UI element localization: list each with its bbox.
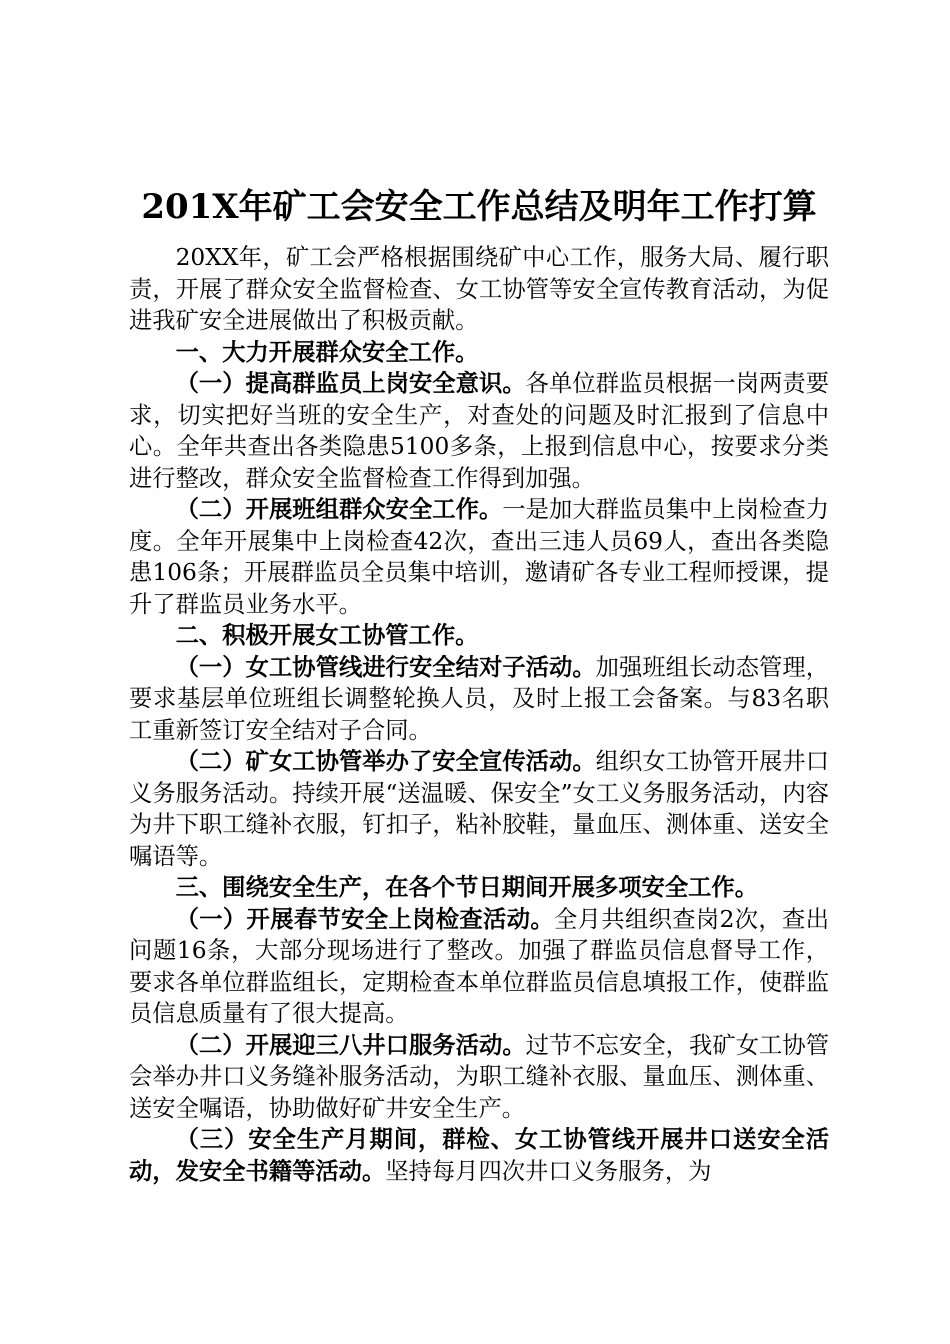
section-1-item-2-body: 一是加大群监员集中上岗检查力度。全年开展集中上岗检查42次，查出三违人员69人，查出各类隐患106条；开展群监员全员集中培训，邀请矿各专业工程师授课，提升了群监员业务水平。 bbox=[129, 496, 830, 618]
document-title: 201X年矿工会安全工作总结及明年工作打算 bbox=[141, 187, 817, 227]
section-3-heading: 三、围绕安全生产，在各个节日期间开展多项安全工作。 bbox=[175, 874, 759, 901]
document-page bbox=[129, 182, 829, 1187]
section-1-item-1-body: 各单位群监员根据一岗两责要求，切实把好当班的安全生产，对查处的问题及时汇报到了信息中心。全年共查出各类隐患5100多条，上报到信息中心，按要求分类进行整改，群众安全监督检查工作得到加强。 bbox=[129, 370, 830, 492]
section-3-item-1 bbox=[129, 904, 829, 1030]
section-2-item-1 bbox=[129, 652, 829, 747]
intro-paragraph: 20XX年，矿工会严格根据围绕矿中心工作，服务大局、履行职责，开展了群众安全监督检查、女工协管等安全宣传教育活动，为促进我矿安全进展做出了积极贡献。 bbox=[129, 244, 829, 334]
section-3-item-3 bbox=[129, 1124, 829, 1187]
section-2-item-2-lead: （二）矿女工协管举办了安全宣传活动。 bbox=[175, 748, 596, 775]
section-3-item-3-body: 坚持每月四次井口义务服务，为 bbox=[385, 1157, 712, 1185]
section-3-item-1-lead: （一）开展春节安全上岗检查活动。 bbox=[175, 905, 555, 933]
section-1-item-2 bbox=[129, 494, 829, 620]
section-2-item-2 bbox=[129, 746, 829, 872]
section-1-item-1-lead: （一）提高群监员上岗安全意识。 bbox=[175, 370, 526, 397]
section-3-item-2-body: 过节不忘安全，我矿女工协管会举办井口义务缝补服务活动，为职工缝补衣服、量血压、测体重、送安全嘱语，协助做好矿井安全生产。 bbox=[129, 1031, 830, 1122]
section-1-item-2-lead: （二）开展班组群众安全工作。 bbox=[175, 496, 503, 523]
section-2-heading: 二、积极开展女工协管工作。 bbox=[175, 622, 479, 649]
section-2-item-2-body: 组织女工协管开展井口义务服务活动。持续开展“送温暖、保安全”女工义务服务活动，内容为井下职工缝补衣服，钉扣子，粘补胶鞋，量血压、测体重、送安全嘱语等。 bbox=[129, 748, 830, 870]
section-3-item-2-lead: （二）开展迎三八井口服务活动。 bbox=[175, 1031, 526, 1059]
section-3-item-2 bbox=[129, 1030, 829, 1125]
section-3-item-3-lead: （三）安全生产月期间，群检、女工协管线开展井口送安全活动，发安全书籍等活动。 bbox=[129, 1126, 829, 1185]
section-3-item-1-body: 全月共组织查岗2次，查出问题16条，大部分现场进行了整改。加强了群监员信息督导工作，要求各单位群监组长，定期检查本单位群监员信息填报工作，使群监员信息质量有了很大提高。 bbox=[129, 905, 829, 1027]
section-2-item-1-body: 加强班组长动态管理，要求基层单位班组长调整轮换人员，及时上报工会备案。与83名职工重新签订安全结对子合同。 bbox=[129, 653, 830, 744]
section-1-heading: 一、大力开展群众安全工作。 bbox=[175, 338, 479, 366]
section-1-item-1 bbox=[129, 368, 829, 494]
section-2-item-1-lead: （一）女工协管线进行安全结对子活动。 bbox=[175, 653, 596, 681]
